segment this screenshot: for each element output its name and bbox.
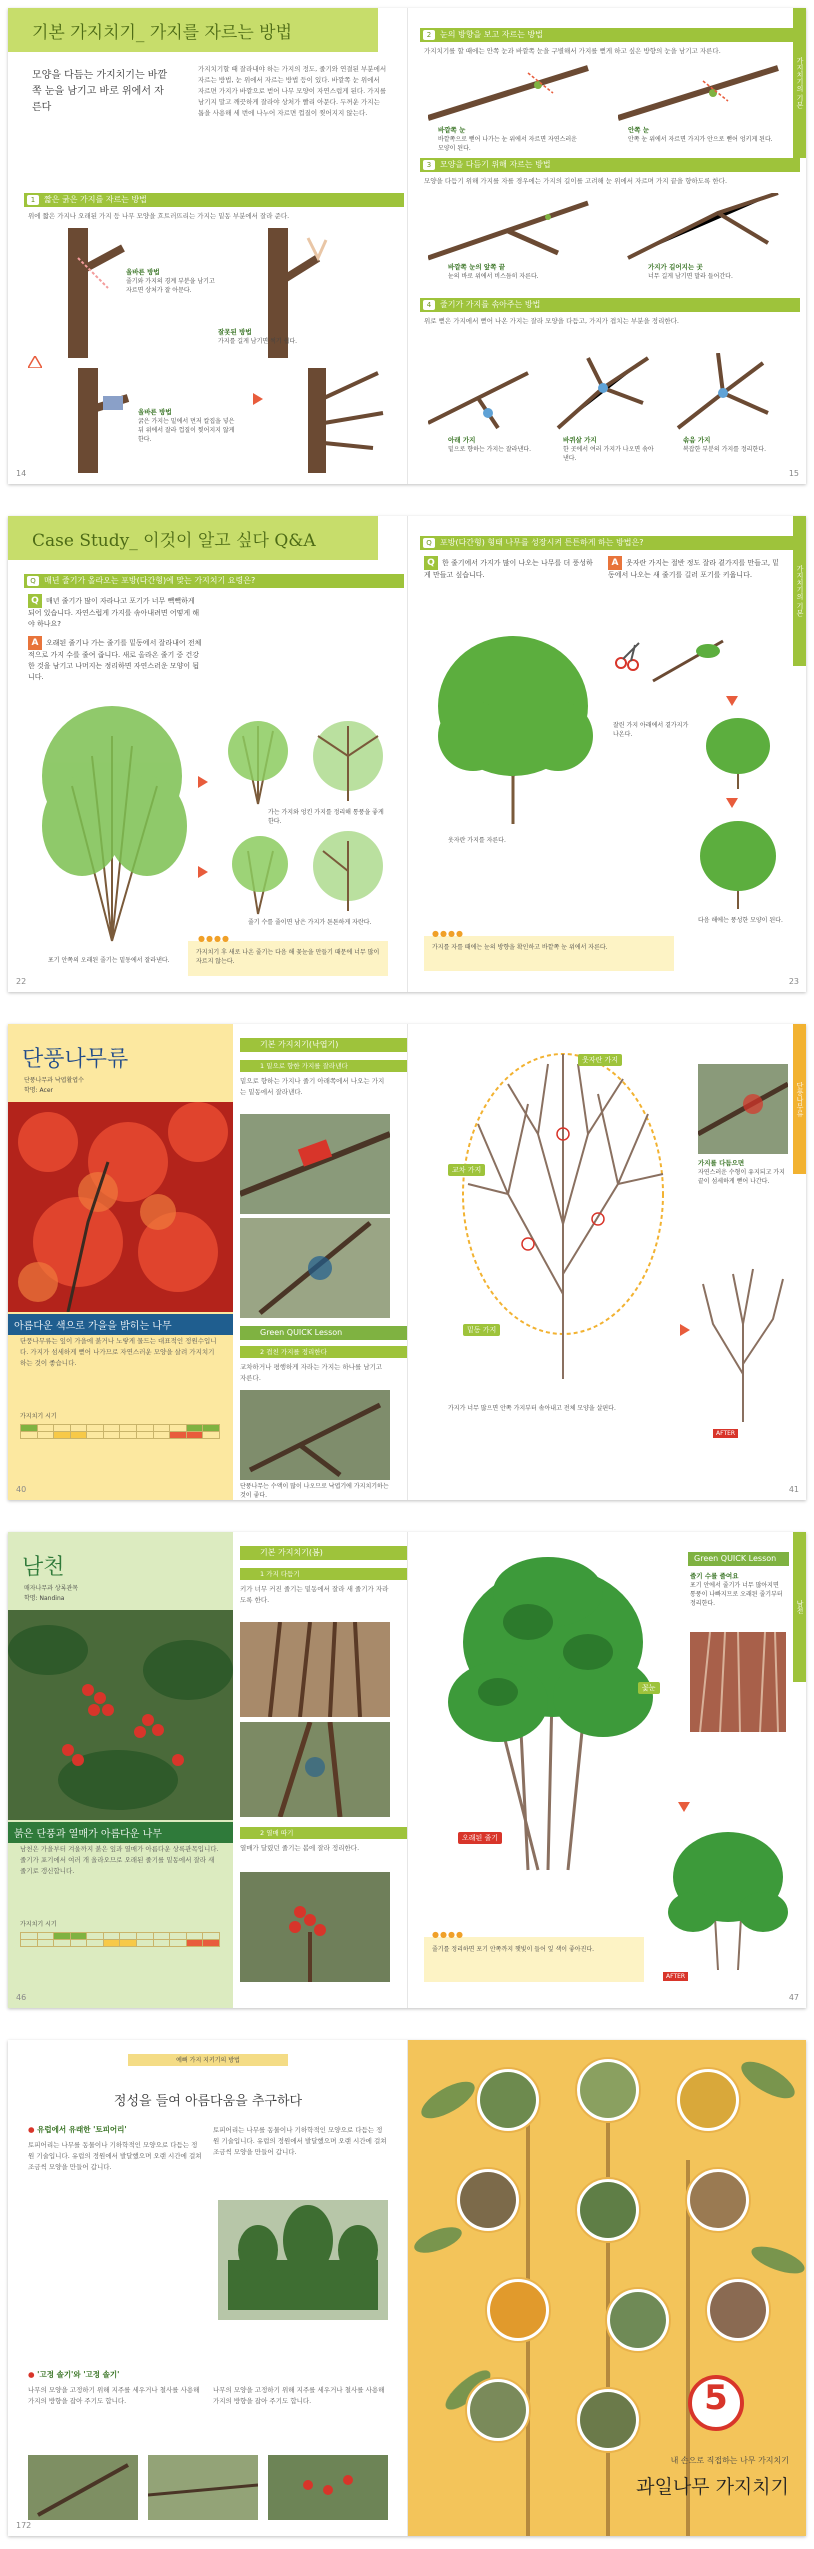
answer-text [28, 636, 203, 683]
question-body: 한 줄기에서 가지가 많이 나오는 나무를 더 풍성하게 만들고 싶습니다. [424, 559, 593, 579]
section-title: 눈의 방향을 보고 자르는 방법 [440, 30, 543, 39]
step-1-body: 밑으로 향하는 가지나 줄기 아래쪽에서 나오는 가지는 밑동에서 잘라낸다. [240, 1077, 385, 1096]
question-title: 매년 줄기가 올라오는 포방(다간형)에 맞는 가지치기 요령은? [44, 576, 256, 585]
plant-name: 단풍나무류 [22, 1047, 129, 1072]
tip-text: 가지를 자를 때에는 눈의 방향을 확인하고 바깥쪽 눈 위에서 자른다. [432, 944, 608, 951]
step-1-photo-2 [240, 1218, 390, 1318]
caption-text: 복잡한 부분의 가지를 정리한다. [683, 446, 766, 453]
step-1-photo [240, 1622, 390, 1717]
page-23 [407, 516, 806, 992]
quick-lesson-subtitle: 줄기 수를 줄여요 [690, 1572, 739, 1580]
arrow-right-icon [198, 776, 208, 788]
step-title: 1 밑으로 향한 가지를 잘라낸다 [260, 1062, 348, 1070]
section-number: 2 [423, 30, 435, 40]
branch-cut-detail [648, 636, 728, 686]
question-text [28, 594, 203, 630]
chapter-title: 과일나무 가지치기 [636, 2476, 789, 2498]
question-bar [24, 574, 404, 588]
caption-bush-1: 웃자란 가지를 자른다. [448, 837, 506, 844]
caption-right [698, 1159, 788, 1186]
section-1-body: 토피어리는 나무를 동물이나 기하학적인 모양으로 다듬는 정원 기술입니다. 유럽의 정원에서 발달했으며 오랜 시간에 걸쳐 조금씩 모양을 만들어 갑니다. [28, 2141, 202, 2171]
caption-shape-1 [448, 263, 588, 281]
caption-title: 바퀴살 가지 [563, 436, 597, 444]
page-title: 기본 가지치기_ 가지를 자르는 방법 [32, 23, 293, 43]
section-2-body: 나무의 모양을 고정하기 위해 지주를 세우거나 철사를 사용해 가지의 방향을 잡아 주기도 합니다. [28, 2386, 200, 2405]
quick-lesson-body: 포기 안에서 줄기가 너무 많아지면 통풍이 나빠지므로 오래된 줄기부터 정리한다. [690, 1582, 783, 1607]
arrow-right-icon [198, 866, 208, 878]
section-1-title: ● 유럽에서 유래한 '토피어리' [28, 2125, 127, 2134]
answer-body: 오래된 줄기나 가는 줄기를 밑동에서 잘라내어 전체적으로 가지 수를 줄여 줍니다. 새로 올라온 줄기 중 건강한 것을 남기고 나머지는 정리하면 자연스러운 모양이 됩니다. [28, 639, 202, 681]
shrub-before-illustration [32, 696, 192, 946]
step-title: 2 열매 따기 [260, 1829, 294, 1837]
section-title: 모양을 다듬기 위해 자르는 방법 [440, 160, 551, 169]
quick-lesson-bar [240, 1326, 407, 1340]
caption-title: 안쪽 눈 [628, 126, 650, 134]
lead-text: 모양을 다듬는 가지치기는 바깥쪽 눈을 남기고 바로 위에서 자른다 [32, 70, 168, 113]
caption-text: 굵은 가지는 밑에서 먼저 칼집을 넣은 뒤 위에서 잘라 껍질이 찢어지지 않게 한다. [138, 418, 235, 443]
page-header: 예뻐 가지 지키기의 방법 [176, 2057, 240, 2064]
section-title: 줄기가 가지를 솎아주는 방법 [440, 300, 541, 309]
caption-bush-2: 잘린 가지 아래에서 곁가지가 나온다. [613, 722, 689, 738]
question-body: 매년 줄기가 많이 자라나고 포기가 너무 빽빽하게 되어 있습니다. 자연스럽게 가지를 솎아내려면 어떻게 해야 하나요? [28, 597, 200, 628]
page-40 [8, 1024, 407, 1500]
shrub-thinned-2 [218, 826, 298, 916]
plant-meta-1: 단풍나무과 낙엽활엽수 [24, 1077, 84, 1084]
caption-text: 안쪽 눈 위에서 자르면 가지가 안으로 뻗어 엉키게 된다. [628, 136, 773, 143]
caption-title: 가지를 다듬으면 [698, 1159, 745, 1167]
a-mark-icon: A [608, 556, 622, 570]
caption-title: 올바른 방법 [126, 268, 160, 276]
bottom-photo-2 [148, 2455, 258, 2520]
section-title: '고정 솔기'와 '고정 솔기' [37, 2370, 120, 2379]
caption-title: 가지가 길어지는 곳 [648, 263, 703, 271]
section-2-body-right: 나무의 모양을 고정하기 위해 지주를 세우거나 철사를 사용해 가지의 방향을 잡아 주기도 합니다. [213, 2386, 385, 2405]
quick-lesson-bar [688, 1552, 789, 1566]
quick-lesson-text: 단풍나무는 수액이 많이 나오므로 낙엽기에 가지치기하는 것이 좋다. [240, 1483, 389, 1499]
label-vigorous-shoot: 웃자란 가지 [578, 1054, 622, 1066]
answer-text [608, 556, 783, 581]
page-title: 정성을 들여 아름다움을 추구하다 [113, 2094, 303, 2109]
bottom-photo-1 [28, 2455, 138, 2520]
section-body: 위로 뻗은 가지에서 뻗어 나온 가지는 잘라 모양을 다듬고, 가지가 겹치는 부분을 정리한다. [424, 317, 679, 325]
page-22 [8, 516, 407, 992]
caption-title: 올바른 방법 [138, 408, 172, 416]
section-title: 짧은 굵은 가지를 자르는 방법 [44, 195, 147, 204]
section-number: 4 [423, 300, 435, 310]
maple-after-illustration [693, 1264, 793, 1424]
tip-dots: ●●●● [432, 1930, 464, 1939]
trunk-illustration-1 [38, 228, 128, 358]
tip-text: 가지치기 후 새로 나온 줄기는 다음 해 꽃눈을 만들기 때문에 너무 많이 자르지 않는다. [196, 949, 380, 965]
bottom-photo-3 [268, 2455, 388, 2520]
quick-lesson-title: Green QUICK Lesson [260, 1328, 343, 1337]
section-2-title: ● '고정 솔기'와 '고정 솔기' [28, 2370, 120, 2379]
spread-4 [8, 1532, 806, 2008]
caption-thin-a [448, 436, 543, 454]
pruning-calendar [20, 1424, 220, 1439]
trunk-illustration-4 [278, 368, 388, 473]
label-flower-bud: 꽃눈 [638, 1682, 660, 1694]
headline-bar: 아름다운 색으로 가을을 밝히는 나무 [8, 1314, 233, 1335]
tip-box [424, 936, 674, 971]
q-mark-icon: Q [424, 556, 438, 570]
step-2-bar [240, 1346, 407, 1358]
branch-thinning-2 [548, 353, 658, 433]
chapter-subtitle: 내 손으로 직접하는 나무 가지치기 [670, 2456, 789, 2465]
chapter-opener [407, 2040, 806, 2536]
step-title: 2 겹친 가지를 정리한다 [260, 1348, 327, 1356]
bush-illustration-large [428, 626, 598, 826]
label-crossing-branch: 교차 가지 [448, 1164, 485, 1176]
body-text: 가지치기할 때 잘라내야 하는 가지의 정도, 줄기와 연결된 부분에서 자르는 방법, 눈 위에서 자르는 방법 등이 있다. 바깥쪽 눈 위에서 자르면 가지가 바깥으로 벋어 나무 모양이 자연스럽게 된다. 가지를 남기지 말고 깨끗하게 잘라야 상처가 빨리 아문다. 두꺼운 가지는 톱을 사용해 세 번에 나누어 자르면 껍질이 찢어지지 않는다. [198, 65, 387, 117]
calendar-title: 가지치기 시기 [20, 1413, 57, 1420]
step-1-photo-2 [240, 1722, 390, 1817]
caption-wrong [218, 328, 308, 346]
caption-outer-bud [438, 126, 578, 153]
bush-regrowth [698, 711, 778, 791]
caption-title: 솎음 가지 [683, 436, 711, 444]
shrub-thinned-1 [218, 716, 298, 806]
topiary-photo [218, 2200, 388, 2320]
chapter-number: 5 [704, 2378, 728, 2418]
step-1-bar [240, 1060, 407, 1072]
spread-5 [8, 2040, 806, 2536]
arrow-down-icon [678, 1802, 690, 1812]
caption-shrub-1: 포기 안쪽의 오래된 줄기는 밑동에서 잘라낸다. [48, 957, 170, 964]
section-bar-2 [420, 28, 800, 42]
shrub-detail-2 [308, 826, 388, 916]
step-title: 1 가지 다듬기 [260, 1570, 300, 1578]
branch-thinning-1 [428, 353, 538, 433]
bush-final [693, 816, 783, 911]
page-title: Case Study_ 이것이 알고 싶다 Q&A [32, 531, 316, 551]
page-number: 40 [16, 1485, 27, 1494]
spread-3 [8, 1024, 806, 1500]
step-2-body: 교차하거나 평행하게 자라는 가지는 하나를 남기고 자른다. [240, 1363, 383, 1382]
plant-meta-2: 학명: Nandina [24, 1595, 65, 1602]
caption-correct-2 [138, 408, 238, 444]
section-body: 위에 짧은 가지나 오래된 가지 등 나무 모양을 흐트러뜨리는 가지는 밑동 부분에서 잘라 준다. [28, 212, 290, 220]
page-46 [8, 1532, 407, 2008]
arrow-right-icon [253, 393, 263, 405]
caption-correct [126, 268, 216, 295]
page-number: 22 [16, 977, 27, 986]
detail-photo-right [698, 1064, 788, 1154]
side-tab: 남천 [793, 1532, 806, 1682]
side-tab: 가지치기의 기본 [793, 8, 806, 158]
page-15 [407, 8, 806, 484]
page-number: 23 [788, 977, 799, 986]
step-2-photo [240, 1872, 390, 1982]
body-text: 남천은 가을부터 겨울까지 붉은 잎과 열매가 아름다운 상록관목입니다. 줄기가 포기에서 여러 개 올라오므로 오래된 줄기를 밑동에서 잘라 새 줄기로 갱신합니다. [20, 1845, 219, 1875]
plant-name: 남천 [22, 1555, 65, 1580]
a-mark-icon: A [28, 636, 42, 650]
section-body: 가지치기를 할 때에는 안쪽 눈과 바깥쪽 눈을 구별해서 가지를 뻗게 하고 싶은 방향의 눈을 남기고 자른다. [424, 47, 721, 55]
step-1-body: 키가 너무 커진 줄기는 밑동에서 잘라 새 줄기가 자라도록 한다. [240, 1585, 389, 1604]
page-number: 46 [16, 1993, 27, 2002]
arrow-down-icon [726, 696, 738, 706]
page-172 [8, 2040, 407, 2536]
label-old-stem: 오래된 줄기 [458, 1832, 502, 1844]
section-bar-3 [420, 158, 800, 172]
answer-body: 웃자란 가지는 절반 정도 잘라 곁가지를 만들고, 밑동에서 나오는 새 줄기를 길러 포기를 키웁니다. [608, 559, 780, 579]
side-tab: 가지치기의 기본 [793, 516, 806, 666]
page-47 [407, 1532, 806, 2008]
section-title: 유럽에서 유래한 '토피어리' [37, 2125, 127, 2134]
nandina-photo [8, 1610, 233, 1820]
caption-title: 바깥쪽 눈 [438, 126, 466, 134]
caption-shrub-3: 줄기 수를 줄이면 남은 가지가 튼튼하게 자란다. [248, 919, 372, 926]
step-2-bar [240, 1827, 407, 1839]
q-mark-icon: Q [28, 594, 42, 608]
caption-title: 잘못된 방법 [218, 328, 252, 336]
maple-photo [8, 1102, 233, 1312]
tip-box [424, 1937, 644, 1982]
section-bar-1 [24, 193, 404, 207]
headline-bar: 붉은 단풍과 열매가 아름다운 나무 [8, 1822, 233, 1843]
question-title: 포방(다간형) 형태 나무를 성장시켜 튼튼하게 하는 방법은? [440, 538, 644, 547]
caption-title: 아래 가지 [448, 436, 476, 444]
shrub-detail-1 [308, 716, 388, 806]
section-bar-4 [420, 298, 800, 312]
page-number: 172 [16, 2521, 32, 2530]
spread-2 [8, 516, 806, 992]
section-bar [240, 1038, 407, 1052]
question-bar [420, 536, 800, 550]
section-number: 3 [423, 160, 435, 170]
caption-text: 한 곳에서 여러 가지가 나오면 솎아낸다. [563, 446, 654, 462]
caption-text: 자연스러운 수형이 유지되고 가지 끝이 섬세하게 뻗어 나간다. [698, 1169, 785, 1185]
caption-inner-bud [628, 126, 778, 144]
nandina-after-illustration [663, 1822, 793, 1972]
caption-text: 밑으로 향하는 가지는 잘라낸다. [448, 446, 531, 453]
after-badge: AFTER [663, 1972, 688, 1981]
tip-dots: ●●●● [198, 934, 230, 943]
body-text: 단풍나무류는 잎이 가을에 붉거나 노랗게 물드는 대표적인 정원수입니다. 가지가 섬세하게 뻗어 나가므로 자연스러운 모양을 살려 가지치기하는 것이 좋습니다. [20, 1337, 217, 1367]
caption-text: 눈의 바로 위에서 비스듬히 자른다. [448, 273, 539, 280]
calendar-title: 가지치기 시기 [20, 1921, 57, 1928]
page-number: 14 [16, 469, 27, 478]
side-tab: 단풍나무류 [793, 1024, 806, 1174]
quick-lesson-photo [690, 1632, 786, 1732]
spread-1 [8, 8, 806, 484]
trunk-illustration-3 [48, 368, 138, 473]
page-number: 41 [788, 1485, 799, 1494]
caption-shrub-2: 가는 가지와 엉킨 가지를 정리해 통풍을 좋게 한다. [268, 809, 384, 825]
caption-text: 가지를 길게 남기면 썩기 쉽다. [218, 338, 298, 345]
section-body: 모양을 다듬기 위해 가지를 자를 경우에는 가지의 길이를 고려해 눈 위에서 자르며 가지 끝을 향하도록 한다. [424, 177, 728, 185]
page-41 [407, 1024, 806, 1500]
branch-outer-bud [428, 63, 598, 123]
caption-thin-c [683, 436, 778, 454]
pruning-calendar [20, 1932, 220, 1947]
pruning-shears-icon [613, 641, 643, 671]
step-1-bar [240, 1568, 407, 1580]
q-icon: Q [423, 538, 435, 548]
q-icon: Q [27, 576, 39, 586]
plant-meta-1: 매자나무과 상록관목 [24, 1585, 79, 1592]
after-badge: AFTER [713, 1429, 738, 1438]
arrow-right-icon [680, 1324, 690, 1336]
section-title: 기본 가지치기(봄) [260, 1548, 323, 1557]
caption-text: 너무 길게 남기면 말라 들어간다. [648, 273, 733, 280]
tip-dots: ●●●● [432, 929, 464, 938]
caption-shape-2 [648, 263, 778, 281]
branch-shaping-1 [428, 193, 598, 263]
caption-bottom: 가지가 너무 많으면 안쪽 가지부터 솎아내고 전체 모양을 살핀다. [448, 1405, 616, 1412]
caption-text: 줄기와 가지의 경계 부분을 남기고 자르면 상처가 잘 아문다. [126, 278, 215, 294]
question-text [424, 556, 599, 581]
plant-meta-2: 학명: Acer [24, 1087, 53, 1094]
quick-lesson-title: Green QUICK Lesson [694, 1554, 777, 1563]
section-1-body-right: 토피어리는 나무를 동물이나 기하학적인 모양으로 다듬는 정원 기술입니다. 유럽의 정원에서 발달했으며 오랜 시간에 걸쳐 조금씩 모양을 만들어 갑니다. [213, 2126, 387, 2156]
section-bar [240, 1546, 407, 1560]
nandina-tree-illustration [438, 1552, 668, 1872]
caption-bottom: 줄기를 정리하면 포기 안쪽까지 햇빛이 들어 잎 색이 좋아진다. [432, 1946, 595, 1953]
caption-thin-b [563, 436, 658, 463]
triangle-warning-icon [28, 356, 42, 368]
branch-shaping-2 [618, 193, 788, 263]
page-14 [8, 8, 407, 484]
section-title: 기본 가지치기(낙엽기) [260, 1040, 339, 1049]
caption-text: 바깥쪽으로 뻗어 나가는 눈 위에서 자르면 자연스러운 모양이 된다. [438, 136, 577, 152]
label-base-shoot: 밑동 가지 [463, 1324, 500, 1336]
page-number: 47 [788, 1993, 799, 2002]
page-number: 15 [788, 469, 799, 478]
caption-bush-3: 다음 해에는 풍성한 모양이 된다. [698, 917, 783, 924]
quick-lesson-text [690, 1572, 786, 1608]
branch-inner-bud [618, 63, 788, 123]
step-1-photo [240, 1114, 390, 1214]
caption-title: 바깥쪽 눈의 앞쪽 끝 [448, 263, 506, 271]
step-2-body: 열매가 달렸던 줄기는 봄에 잘라 정리한다. [240, 1844, 360, 1852]
arrow-down-icon [726, 798, 738, 808]
step-2-photo [240, 1390, 390, 1480]
branch-thinning-3 [668, 353, 778, 433]
section-number: 1 [27, 195, 39, 205]
